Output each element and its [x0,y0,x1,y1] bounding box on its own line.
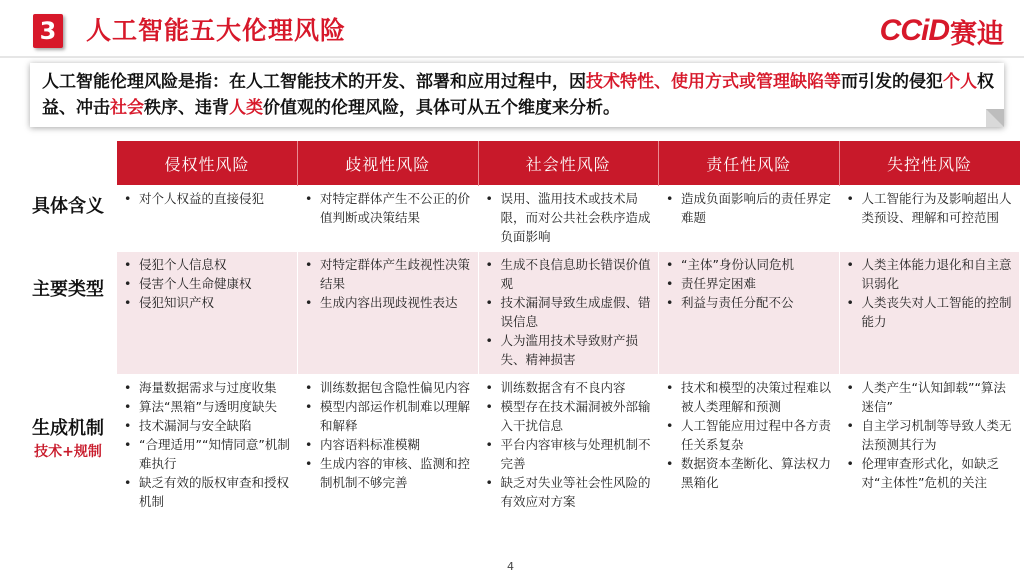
ccid-logo [879,14,1004,50]
table-cell [478,375,659,569]
bullet-list [665,255,833,312]
row-label-meaning [22,192,114,218]
bullet-list [665,378,833,492]
bullet-item: • 对特定群体产生歧视性决策结果 [304,255,472,293]
table-row [117,375,1020,569]
bullet-item: • 平台内容审核与处理机制不完善 [485,435,653,473]
section-number-badge: 3 [33,14,63,48]
bullet-item: • 人类丧失对人工智能的控制能力 [846,293,1014,331]
bullet-list [304,378,472,492]
bullet-item: • 人类主体能力退化和自主意识弱化 [846,255,1014,293]
bullet-list [485,255,653,369]
bullet-item: • 数据资本垄断化、算法权力黑箱化 [665,454,833,492]
bullet-item: • 对特定群体产生不公正的价值判断或决策结果 [304,189,472,227]
bullet-item: • 侵犯知识产权 [123,293,291,312]
table-header-row [117,141,1020,186]
bullet-item: • 侵犯个人信息权 [123,255,291,274]
table-cell [659,252,840,375]
bullet-item: • 生成内容出现歧视性表达 [304,293,472,312]
bullet-item: • 缺乏有效的版权审查和授权机制 [123,473,291,511]
bullet-list [123,378,291,511]
definition-note [30,63,1004,127]
bullet-item: • 造成负面影响后的责任界定难题 [665,189,833,227]
table-cell [659,186,840,252]
bullet-item: • 内容语料标准模糊 [304,435,472,454]
row-label-text: 具体含义 [32,196,104,217]
table-cell [298,252,479,375]
table-cell [298,186,479,252]
header-divider [0,56,1024,58]
bullet-list [123,189,291,208]
table-cell [839,186,1020,252]
intro-text-3: 权益、冲击 [42,72,994,118]
bullet-item: • 技术漏洞与安全缺陷 [123,416,291,435]
bullet-item: • 算法“黑箱”与透明度缺失 [123,397,291,416]
table-cell [478,186,659,252]
bullet-item: • 技术漏洞导致生成虚假、错误信息 [485,293,653,331]
bullet-list [304,189,472,227]
bullet-item: • 误用、滥用技术或技术局限，而对公共社会秩序造成负面影响 [485,189,653,246]
bullet-item: • “合理适用”“知情同意”机制难执行 [123,435,291,473]
bullet-item: • 训练数据包含隐性偏见内容 [304,378,472,397]
table-cell [839,375,1020,569]
table-cell [117,252,298,375]
row-label-text: 主要类型 [32,279,104,300]
row-label-text: 生成机制 [32,418,104,439]
table-row [117,252,1020,375]
row-label-types [22,275,114,301]
definition-text [42,69,994,121]
table-cell [478,252,659,375]
bullet-list [665,189,833,227]
bullet-item: • 技术和模型的决策过程难以被人类理解和预测 [665,378,833,416]
table-row [117,186,1020,252]
intro-highlight-1: 技术特性、使用方式或管理缺陷等 [586,72,841,92]
row-sublabel: 技术+规制 [34,444,102,460]
intro-highlight-2: 个人 [943,72,977,92]
bullet-item: • 侵害个人生命健康权 [123,274,291,293]
table-cell [298,375,479,569]
bullet-item: • 生成不良信息助长错误价值观 [485,255,653,293]
intro-text-2: 而引发的侵犯 [841,72,943,92]
bullet-item: • 人工智能应用过程中各方责任关系复杂 [665,416,833,454]
slide-header [0,0,1024,60]
intro-text-4: 秩序、违背 [144,98,229,118]
bullet-list [485,189,653,246]
intro-highlight-4: 人类 [229,98,263,118]
bullet-item: • 训练数据含有不良内容 [485,378,653,397]
bullet-item: • 海量数据需求与过度收集 [123,378,291,397]
bullet-item: • “主体”身份认同危机 [665,255,833,274]
bullet-item: • 对个人权益的直接侵犯 [123,189,291,208]
slide-title: 人工智能五大伦理风险 [86,16,347,45]
table-cell [659,375,840,569]
bullet-item: • 模型内部运作机制难以理解和解释 [304,397,472,435]
bullet-item: • 缺乏对失业等社会性风险的有效应对方案 [485,473,653,511]
bullet-list [846,189,1014,227]
page-number: 4 [507,560,514,573]
logo-chinese: 赛迪 [950,18,1004,50]
column-header: 社会性风险 [478,141,659,186]
table-cell [839,252,1020,375]
bullet-item: • 自主学习机制等导致人类无法预测其行为 [846,416,1014,454]
column-header: 责任性风险 [659,141,840,186]
bullet-list [123,255,291,312]
bullet-item: • 人为滥用技术导致财产损失、精神损害 [485,331,653,369]
bullet-item: • 模型存在技术漏洞被外部输入干扰信息 [485,397,653,435]
column-header: 失控性风险 [839,141,1020,186]
column-header: 歧视性风险 [298,141,479,186]
bullet-list [846,378,1014,492]
table-cell [117,186,298,252]
intro-text-5: 价值观的伦理风险，具体可从五个维度来分析。 [263,98,620,118]
intro-text-1: 人工智能伦理风险是指：在人工智能技术的开发、部署和应用过程中，因 [42,72,586,92]
bullet-item: • 生成内容的审核、监测和控制机制不够完善 [304,454,472,492]
bullet-item: • 利益与责任分配不公 [665,293,833,312]
column-header: 侵权性风险 [117,141,298,186]
risk-matrix-table [117,141,1020,569]
table-cell [117,375,298,569]
logo-latin: CCiD [879,14,949,47]
bullet-item: • 人类产生“认知卸载”“算法迷信” [846,378,1014,416]
bullet-item: • 伦理审查形式化，如缺乏对“主体性”危机的关注 [846,454,1014,492]
page-curl-corner [986,109,1004,127]
bullet-item: • 人工智能行为及影响超出人类预设、理解和可控范围 [846,189,1014,227]
bullet-list [846,255,1014,331]
bullet-list [304,255,472,312]
intro-highlight-3: 社会 [110,98,144,118]
bullet-item: • 责任界定困难 [665,274,833,293]
row-label-mechanism [22,414,114,461]
bullet-list [485,378,653,511]
